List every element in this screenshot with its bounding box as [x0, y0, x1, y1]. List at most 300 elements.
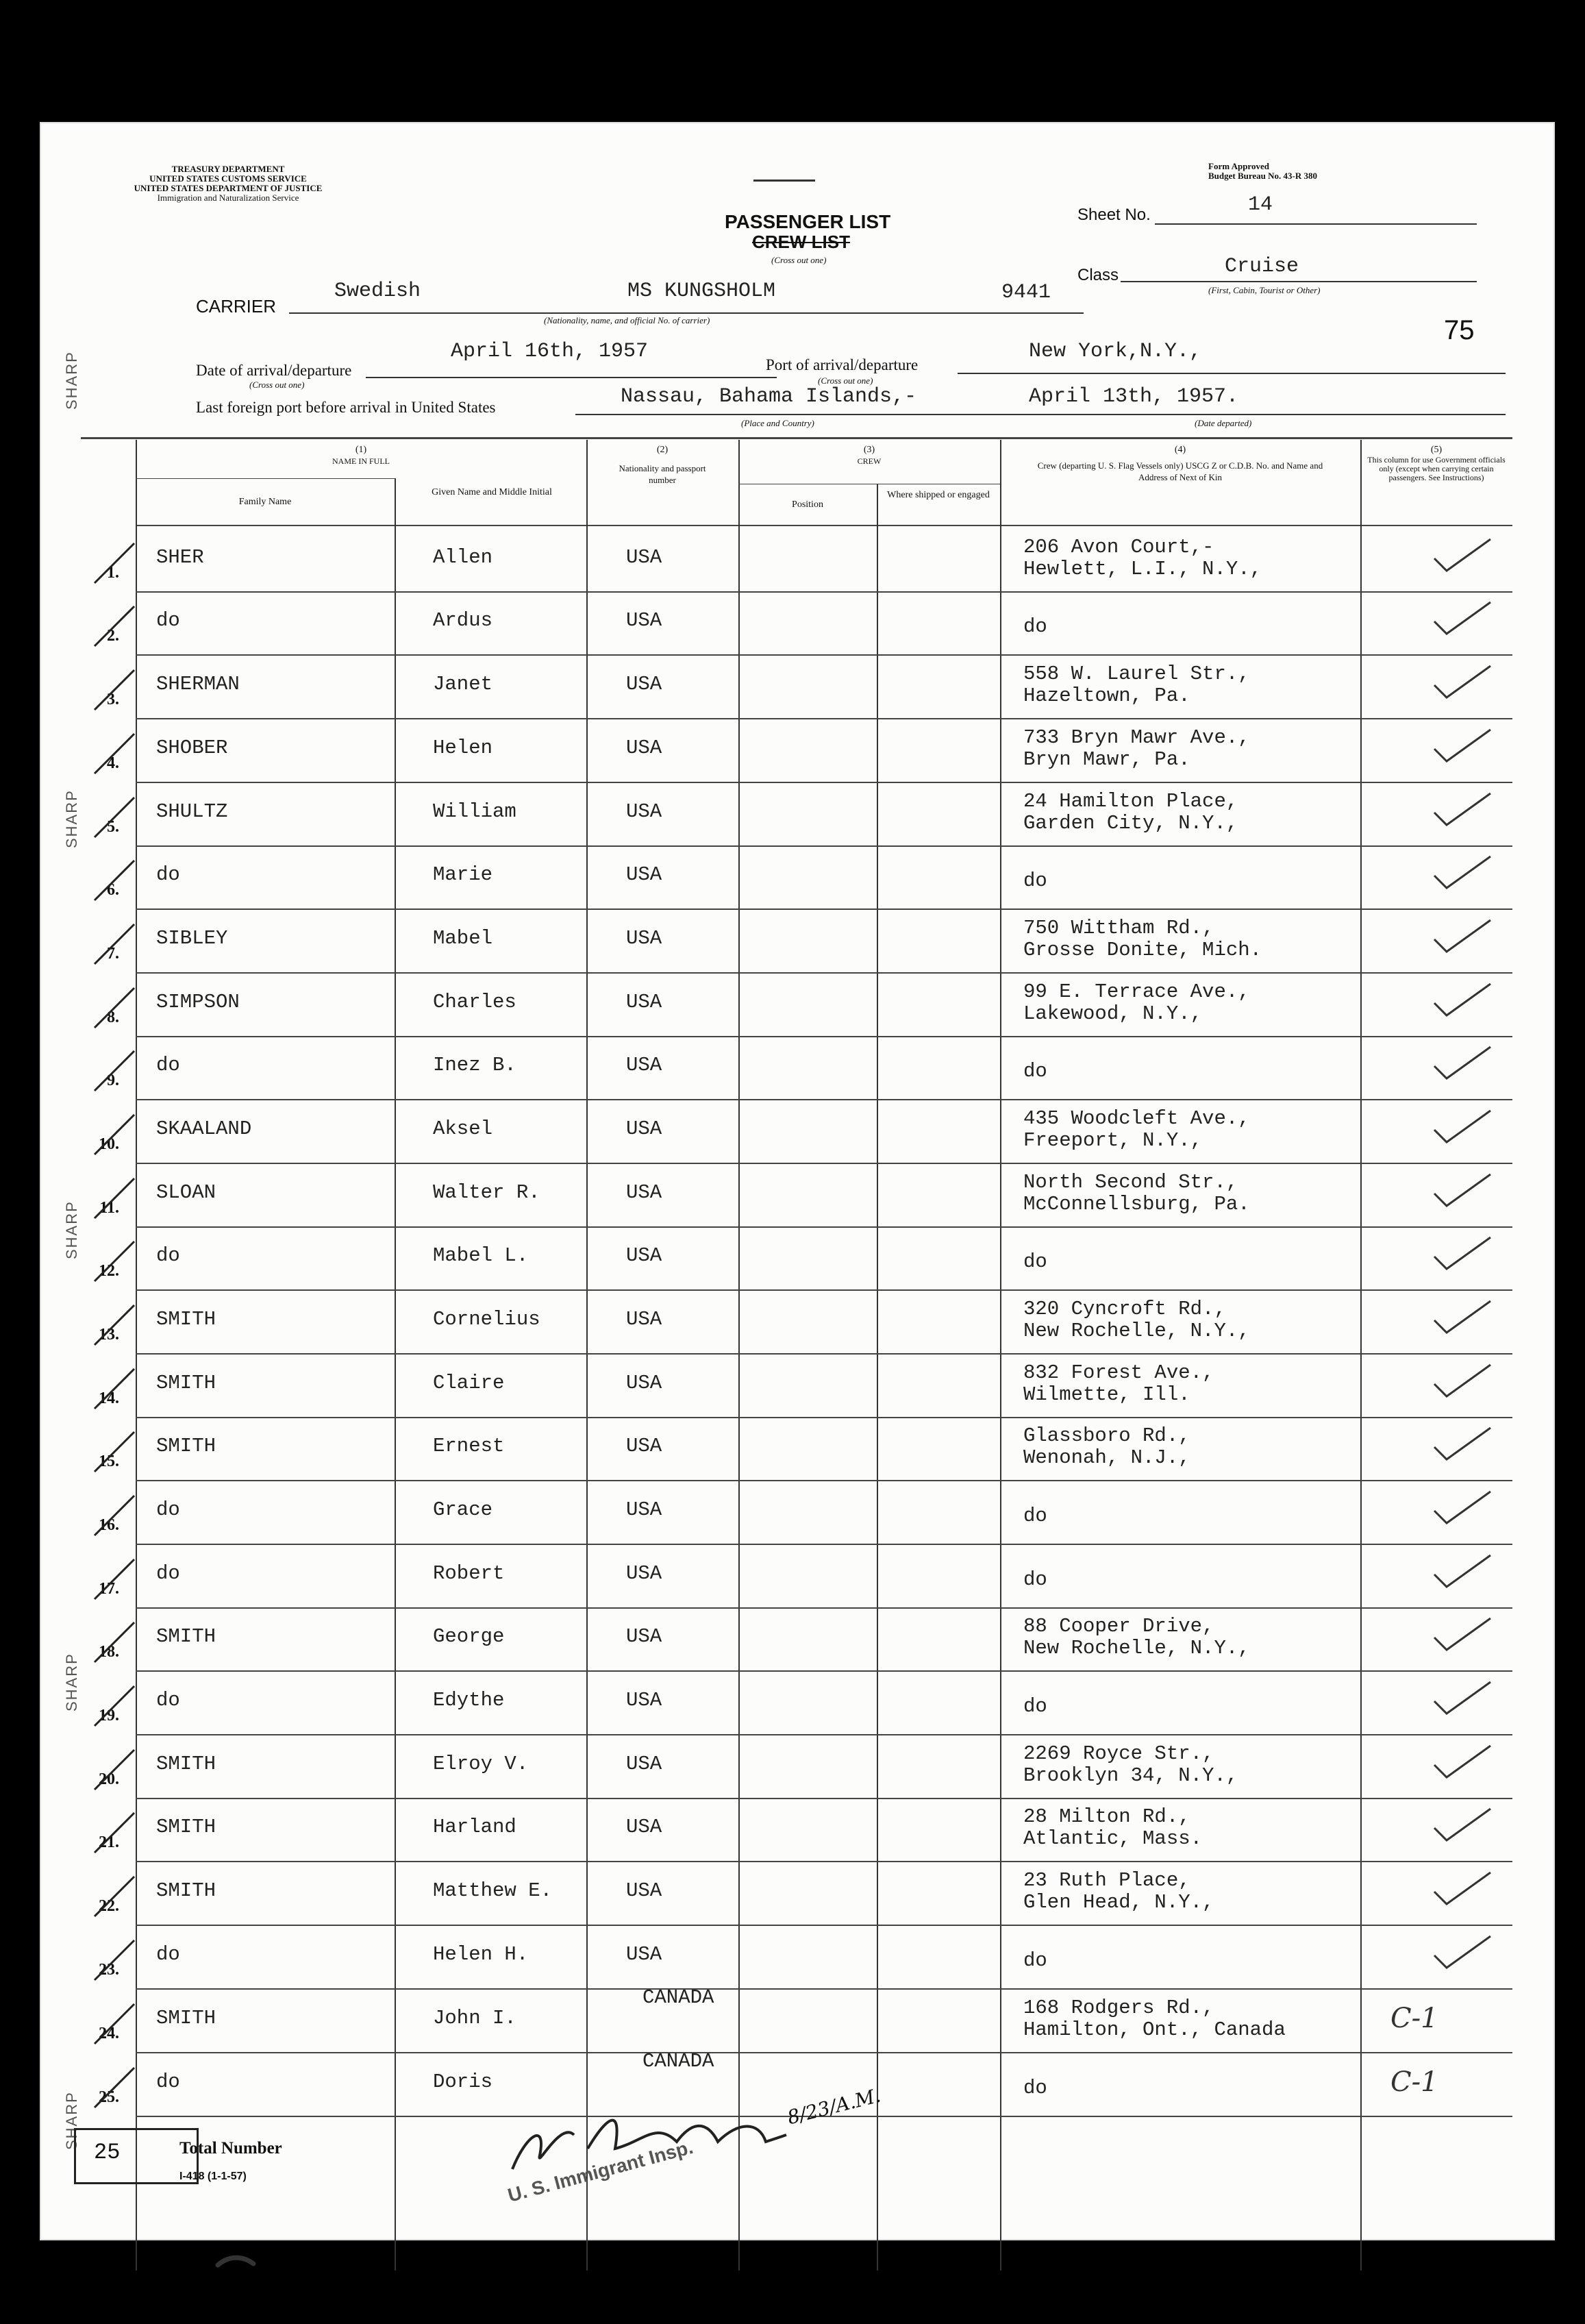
- address: [1023, 870, 1047, 892]
- sheet-label: Sheet No.: [1077, 206, 1151, 224]
- tick-slash-mark: [90, 920, 138, 968]
- address: [1023, 1172, 1250, 1215]
- checkmark-icon: [1432, 1107, 1493, 1148]
- title-rule: [753, 180, 815, 182]
- carrier-line: [289, 312, 1084, 314]
- tick-slash-mark: [90, 1301, 138, 1349]
- table-row: [40, 1670, 1555, 1734]
- foreign-port-label: Last foreign port before arrival in United States: [196, 399, 496, 416]
- address-line-1: 24 Hamilton Place,: [1023, 790, 1238, 813]
- dept-line: Immigration and Naturalization Service: [157, 193, 299, 203]
- tick-slash-mark: [90, 602, 138, 650]
- next-of-kin-header: Crew (departing U. S. Flag Vessels only) USCG Z or C.D.B. No. and Name and Address of Next of Kin: [1037, 460, 1323, 482]
- official-use-header: This column for use Government officials only (except when carrying certain passengers. See Instructions): [1367, 455, 1506, 482]
- given-name: Helen H.: [433, 1943, 529, 1966]
- table-row: [40, 654, 1555, 718]
- col1-header: [136, 444, 586, 467]
- date-hint: (Cross out one): [249, 380, 305, 390]
- immigrant-inspector-stamp: U. S. Immigrant Insp.: [506, 2136, 696, 2206]
- address: [1023, 1505, 1047, 1527]
- dept-line: UNITED STATES DEPARTMENT OF JUSTICE: [134, 183, 323, 193]
- table-row: [40, 1353, 1555, 1417]
- address: [1023, 1743, 1238, 1787]
- checkmark-icon: [1432, 726, 1493, 767]
- address: [1023, 727, 1250, 771]
- family-name: SMITH: [156, 1308, 216, 1331]
- checkmark-icon: [1432, 1678, 1493, 1719]
- address-line-2: Hamilton, Ont., Canada: [1023, 2018, 1286, 2041]
- given-name: Matthew E.: [433, 1879, 553, 1902]
- nationality: USA: [626, 1753, 662, 1775]
- tick-slash-mark: [90, 1428, 138, 1476]
- family-name: SMITH: [156, 1816, 216, 1838]
- address-line-1: do: [1023, 1060, 1047, 1083]
- col2-number: (2): [656, 445, 669, 455]
- row-number: 9.: [107, 1072, 119, 1089]
- address: [1023, 1696, 1047, 1718]
- departed-hint: (Date departed): [1195, 418, 1252, 428]
- row-number: 11.: [99, 1199, 119, 1217]
- address-line-1: 88 Cooper Drive,: [1023, 1615, 1214, 1637]
- given-name: Ernest: [433, 1435, 505, 1457]
- given-name: Inez B.: [433, 1054, 516, 1076]
- foreign-port-value: Nassau, Bahama Islands,-: [621, 385, 917, 408]
- address: [1023, 536, 1262, 580]
- tick-slash-mark: [90, 793, 138, 841]
- address-line-1: 99 E. Terrace Ave.,: [1023, 980, 1250, 1003]
- given-name: Edythe: [433, 1689, 505, 1711]
- given-name: Elroy V.: [433, 1753, 529, 1775]
- row-number: 12.: [99, 1262, 119, 1280]
- manifest-sheet: [40, 122, 1555, 2240]
- row-number: 19.: [99, 1707, 119, 1725]
- tick-slash-mark: [90, 2000, 138, 2048]
- family-name: do: [156, 1943, 180, 1966]
- tick-slash-mark: [90, 984, 138, 1032]
- table-row: [40, 782, 1555, 845]
- address-line-1: 2269 Royce Str.,: [1023, 1742, 1214, 1765]
- nationality: CANADA: [642, 1986, 714, 2009]
- address: [1023, 1425, 1190, 1469]
- given-name: Robert: [433, 1562, 505, 1585]
- address-line-2: Lakewood, N.Y.,: [1023, 1002, 1203, 1025]
- nationality: USA: [626, 1244, 662, 1267]
- nationality: USA: [626, 863, 662, 886]
- address-line-2: Freeport, N.Y.,: [1023, 1129, 1203, 1152]
- nationality: USA: [626, 991, 662, 1013]
- row-number: 8.: [107, 1009, 119, 1026]
- nationality: USA: [626, 800, 662, 823]
- date-line: [366, 377, 777, 378]
- signature-date: 8/23/A.M.: [785, 2084, 883, 2129]
- address-line-1: do: [1023, 869, 1047, 892]
- total-label: Total Number: [179, 2139, 282, 2158]
- nationality: USA: [626, 546, 662, 569]
- tick-slash-mark: [90, 1872, 138, 1920]
- carrier-label: CARRIER: [196, 296, 277, 317]
- address: [1023, 791, 1238, 835]
- address-line-1: Glassboro Rd.,: [1023, 1424, 1190, 1447]
- table-row: [40, 1544, 1555, 1607]
- tick-slash-mark: [90, 1492, 138, 1540]
- given-name: Claire: [433, 1372, 505, 1394]
- table-row: [40, 845, 1555, 908]
- checkmark-icon: [1432, 1233, 1493, 1274]
- given-name: Doris: [433, 2070, 493, 2093]
- dept-line: TREASURY DEPARTMENT: [171, 164, 285, 174]
- class-hint: (First, Cabin, Tourist or Other): [1208, 285, 1321, 295]
- family-name: do: [156, 609, 180, 632]
- class-line: [1121, 281, 1477, 282]
- nationality: USA: [626, 1117, 662, 1140]
- col2-header: [586, 444, 738, 486]
- checkmark-icon: [1432, 1868, 1493, 1909]
- checkmark-icon: [1432, 1297, 1493, 1338]
- table-row: [40, 908, 1555, 972]
- given-name: William: [433, 800, 516, 823]
- row-number: 16.: [99, 1516, 119, 1534]
- address-line-1: do: [1023, 2077, 1047, 2099]
- table-row: [40, 972, 1555, 1036]
- family-name: SIMPSON: [156, 991, 240, 1013]
- tick-slash-mark: [90, 1555, 138, 1603]
- given-name: Grace: [433, 1498, 493, 1521]
- tick-slash-mark: [90, 1682, 138, 1730]
- row-number: 4.: [107, 754, 119, 772]
- carrier-name: MS KUNGSHOLM: [627, 280, 776, 303]
- address: [1023, 981, 1250, 1025]
- family-name: SHER: [156, 546, 204, 569]
- dept-line: UNITED STATES CUSTOMS SERVICE: [149, 173, 307, 184]
- tick-slash-mark: [90, 666, 138, 714]
- checkmark-icon: [1432, 1361, 1493, 1402]
- crew-title: CREW: [857, 456, 882, 466]
- tick-slash-mark: [90, 1618, 138, 1666]
- departed-date: April 13th, 1957.: [1029, 385, 1239, 408]
- department-block: [81, 164, 375, 203]
- address-line-1: 832 Forest Ave.,: [1023, 1361, 1214, 1384]
- table-row: [40, 1988, 1555, 2052]
- checkmark-icon: [1432, 852, 1493, 893]
- margin-label: SHARP: [63, 351, 80, 410]
- checkmark-icon: [1432, 1487, 1493, 1529]
- family-name: do: [156, 1498, 180, 1521]
- address-line-1: 320 Cyncroft Rd.,: [1023, 1298, 1226, 1320]
- address-line-1: do: [1023, 615, 1047, 638]
- table-row: [40, 1099, 1555, 1163]
- address-line-1: do: [1023, 1695, 1047, 1718]
- date-label: Date of arrival/departure: [196, 362, 352, 379]
- address: [1023, 1251, 1047, 1273]
- port-value: New York,N.Y.,: [1029, 340, 1202, 363]
- arrival-date: April 16th, 1957: [451, 340, 649, 363]
- table-header-rule: [136, 525, 1512, 526]
- address-line-2: Wenonah, N.J.,: [1023, 1446, 1190, 1469]
- address: [1023, 2077, 1047, 2099]
- address-line-2: Wilmette, Ill.: [1023, 1383, 1190, 1406]
- address: [1023, 917, 1262, 961]
- address-line-2: Bryn Mawr, Pa.: [1023, 748, 1190, 771]
- official-mark: C-1: [1390, 2003, 1438, 2034]
- row-number: 24.: [99, 2025, 119, 2042]
- address: [1023, 1806, 1202, 1850]
- address-line-1: 750 Wittham Rd.,: [1023, 917, 1214, 939]
- nationality-header: Nationality and passport number: [619, 463, 706, 485]
- table-row: [40, 1480, 1555, 1544]
- row-number: 10.: [99, 1135, 119, 1153]
- smudge-mark: [215, 2253, 256, 2273]
- family-name: SMITH: [156, 1625, 216, 1648]
- table-row: [40, 1289, 1555, 1353]
- address-line-2: New Rochelle, N.Y.,: [1023, 1637, 1250, 1659]
- class-value: Cruise: [1225, 255, 1299, 278]
- row-number: 23.: [99, 1961, 119, 1979]
- tick-slash-mark: [90, 856, 138, 904]
- family-name: SMITH: [156, 2007, 216, 2029]
- nationality: USA: [626, 1625, 662, 1648]
- table-row: [40, 1734, 1555, 1798]
- row-number: 17.: [99, 1580, 119, 1598]
- row-number: 14.: [99, 1389, 119, 1407]
- budget-bureau-line: Budget Bureau No. 43-R 380: [1208, 171, 1318, 181]
- given-name: George: [433, 1625, 505, 1648]
- family-name: do: [156, 1689, 180, 1711]
- given-name: Cornelius: [433, 1308, 540, 1331]
- col1-sub-rule: [136, 478, 396, 479]
- page-title: PASSENGER LIST: [725, 211, 891, 232]
- nationality: USA: [626, 1689, 662, 1711]
- nationality: CANADA: [642, 2050, 714, 2073]
- port-label: Port of arrival/departure: [766, 356, 919, 373]
- address: [1023, 1997, 1286, 2041]
- address-line-1: 28 Milton Rd.,: [1023, 1805, 1190, 1828]
- given-name: Mabel: [433, 927, 493, 950]
- given-name: Helen: [433, 737, 493, 759]
- tick-slash-mark: [90, 2064, 138, 2112]
- given-name: Ardus: [433, 609, 493, 632]
- official-mark: C-1: [1390, 2066, 1438, 2098]
- address: [1023, 1362, 1214, 1406]
- family-name: SMITH: [156, 1372, 216, 1394]
- row-number: 25.: [99, 2088, 119, 2106]
- nationality: USA: [626, 1054, 662, 1076]
- foreign-port-hint: (Place and Country): [741, 418, 814, 428]
- checkmark-icon: [1432, 1043, 1493, 1084]
- family-name: SLOAN: [156, 1181, 216, 1204]
- col5-number: (5): [1430, 445, 1443, 455]
- carrier-number: 9441: [1001, 281, 1051, 304]
- col4-number: (4): [1174, 445, 1186, 455]
- nationality: USA: [626, 1308, 662, 1331]
- nationality: USA: [626, 1435, 662, 1457]
- address: [1023, 616, 1047, 638]
- checkmark-icon: [1432, 789, 1493, 830]
- checkmark-icon: [1432, 662, 1493, 703]
- checkmark-icon: [1432, 980, 1493, 1021]
- tick-slash-mark: [90, 1365, 138, 1413]
- row-number: 22.: [99, 1897, 119, 1915]
- table-row: [40, 1163, 1555, 1226]
- col1-number: (1): [355, 445, 367, 455]
- row-number: 3.: [107, 691, 119, 708]
- table-row: [40, 1798, 1555, 1861]
- address-line-1: North Second Str.,: [1023, 1171, 1238, 1194]
- address-line-1: 206 Avon Court,-: [1023, 536, 1214, 558]
- nationality: USA: [626, 1498, 662, 1521]
- cross-out-hint: (Cross out one): [771, 255, 827, 265]
- table-top-rule: [81, 437, 1512, 439]
- address-line-1: do: [1023, 1568, 1047, 1591]
- page-number: 75: [1444, 315, 1475, 345]
- tick-slash-mark: [90, 1237, 138, 1285]
- address-line-1: do: [1023, 1505, 1047, 1527]
- address-line-2: McConnellsburg, Pa.: [1023, 1193, 1250, 1215]
- form-approved-line: Form Approved: [1208, 161, 1269, 171]
- row-number: 2.: [107, 627, 119, 645]
- address: [1023, 663, 1250, 707]
- address: [1023, 1950, 1047, 1972]
- given-name: Marie: [433, 863, 493, 886]
- table-row: [40, 591, 1555, 654]
- family-name: SHULTZ: [156, 800, 228, 823]
- form-approved: [1208, 162, 1317, 181]
- address: [1023, 1298, 1250, 1342]
- row-number: 18.: [99, 1643, 119, 1661]
- address-line-1: do: [1023, 1949, 1047, 1972]
- shipped-header: Where shipped or engaged: [887, 490, 990, 500]
- family-name: do: [156, 863, 180, 886]
- checkmark-icon: [1432, 1614, 1493, 1655]
- given-name: Harland: [433, 1816, 516, 1838]
- given-name: Aksel: [433, 1117, 493, 1140]
- table-row: [40, 1925, 1555, 1988]
- tick-slash-mark: [90, 1936, 138, 1984]
- table-row: [40, 528, 1555, 591]
- table-row: [40, 1861, 1555, 1925]
- margin-label: SHARP: [63, 789, 80, 848]
- address-line-1: 558 W. Laurel Str.,: [1023, 663, 1250, 685]
- family-name: do: [156, 1562, 180, 1585]
- checkmark-icon: [1432, 1551, 1493, 1592]
- table-row: [40, 1226, 1555, 1289]
- given-name: Charles: [433, 991, 516, 1013]
- family-name: do: [156, 2070, 180, 2093]
- margin-label: SHARP: [63, 1653, 80, 1711]
- sheet-line: [1155, 223, 1477, 225]
- nationality: USA: [626, 1816, 662, 1838]
- address-line-2: Brooklyn 34, N.Y.,: [1023, 1764, 1238, 1787]
- nationality: USA: [626, 1181, 662, 1204]
- tick-slash-mark: [90, 1809, 138, 1857]
- address: [1023, 1870, 1214, 1914]
- nationality: USA: [626, 927, 662, 950]
- given-name: Allen: [433, 546, 493, 569]
- address: [1023, 1616, 1250, 1659]
- form-number: I-418 (1-1-57): [179, 2171, 247, 2182]
- checkmark-icon: [1432, 1170, 1493, 1211]
- tick-slash-mark: [90, 539, 138, 587]
- col5-header: [1360, 444, 1512, 482]
- address-line-2: Hazeltown, Pa.: [1023, 684, 1190, 707]
- nationality: USA: [626, 1372, 662, 1394]
- nationality: USA: [626, 1879, 662, 1902]
- family-name: SMITH: [156, 1879, 216, 1902]
- row-number: 5.: [107, 818, 119, 836]
- col3-header: [738, 444, 1000, 467]
- address-line-1: 23 Ruth Place,: [1023, 1869, 1190, 1892]
- carrier-nationality: Swedish: [334, 280, 421, 303]
- family-name: SMITH: [156, 1435, 216, 1457]
- row-number: 15.: [99, 1452, 119, 1470]
- row-number: 20.: [99, 1770, 119, 1788]
- foreign-port-line: [575, 414, 1506, 415]
- class-label: Class: [1077, 266, 1119, 284]
- given-name: Mabel L.: [433, 1244, 529, 1267]
- tick-slash-mark: [90, 1746, 138, 1794]
- address-line-1: 435 Woodcleft Ave.,: [1023, 1107, 1250, 1130]
- tick-slash-mark: [90, 1047, 138, 1095]
- position-header: Position: [792, 499, 823, 510]
- given-name-header: Given Name and Middle Initial: [432, 487, 552, 497]
- col1-title: NAME IN FULL: [332, 456, 390, 466]
- address: [1023, 1061, 1047, 1083]
- nationality: USA: [626, 609, 662, 632]
- crossed-crew-list: CREW LIST: [752, 232, 850, 252]
- port-hint: (Cross out one): [818, 375, 873, 386]
- given-name: Janet: [433, 673, 493, 695]
- nationality: USA: [626, 1562, 662, 1585]
- given-name: Walter R.: [433, 1181, 540, 1204]
- checkmark-icon: [1432, 1932, 1493, 1973]
- family-name: SHOBER: [156, 737, 228, 759]
- given-name: John I.: [433, 2007, 516, 2029]
- address-line-2: Glen Head, N.Y.,: [1023, 1891, 1214, 1914]
- address-line-1: 733 Bryn Mawr Ave.,: [1023, 726, 1250, 749]
- checkmark-icon: [1432, 1424, 1493, 1465]
- carrier-hint: (Nationality, name, and official No. of carrier): [544, 315, 710, 325]
- row-number: 13.: [99, 1326, 119, 1344]
- family-name: do: [156, 1244, 180, 1267]
- nationality: USA: [626, 737, 662, 759]
- family-name-header: Family Name: [238, 497, 292, 507]
- checkmark-icon: [1432, 916, 1493, 957]
- col3-number: (3): [863, 445, 875, 455]
- address-line-2: Atlantic, Mass.: [1023, 1827, 1203, 1850]
- family-name: SKAALAND: [156, 1117, 252, 1140]
- row-number: 7.: [107, 945, 119, 963]
- address: [1023, 1569, 1047, 1591]
- col4-header: [1000, 444, 1360, 483]
- checkmark-icon: [1432, 1742, 1493, 1783]
- family-name: do: [156, 1054, 180, 1076]
- tick-slash-mark: [90, 1111, 138, 1159]
- nationality: USA: [626, 673, 662, 695]
- margin-label: SHARP: [63, 2091, 80, 2150]
- table-row: [40, 1417, 1555, 1480]
- address-line-2: Hewlett, L.I., N.Y.,: [1023, 558, 1262, 580]
- address-line-1: do: [1023, 1250, 1047, 1273]
- table-row: [40, 718, 1555, 782]
- family-name: SHERMAN: [156, 673, 240, 695]
- checkmark-icon: [1432, 535, 1493, 576]
- address-line-1: 168 Rodgers Rd.,: [1023, 1997, 1214, 2019]
- address-line-2: New Rochelle, N.Y.,: [1023, 1320, 1250, 1342]
- table-row: [40, 1607, 1555, 1670]
- address-line-2: Grosse Donite, Mich.: [1023, 939, 1262, 961]
- total-count: 25: [94, 2140, 121, 2165]
- tick-slash-mark: [90, 1174, 138, 1222]
- family-name: SIBLEY: [156, 927, 228, 950]
